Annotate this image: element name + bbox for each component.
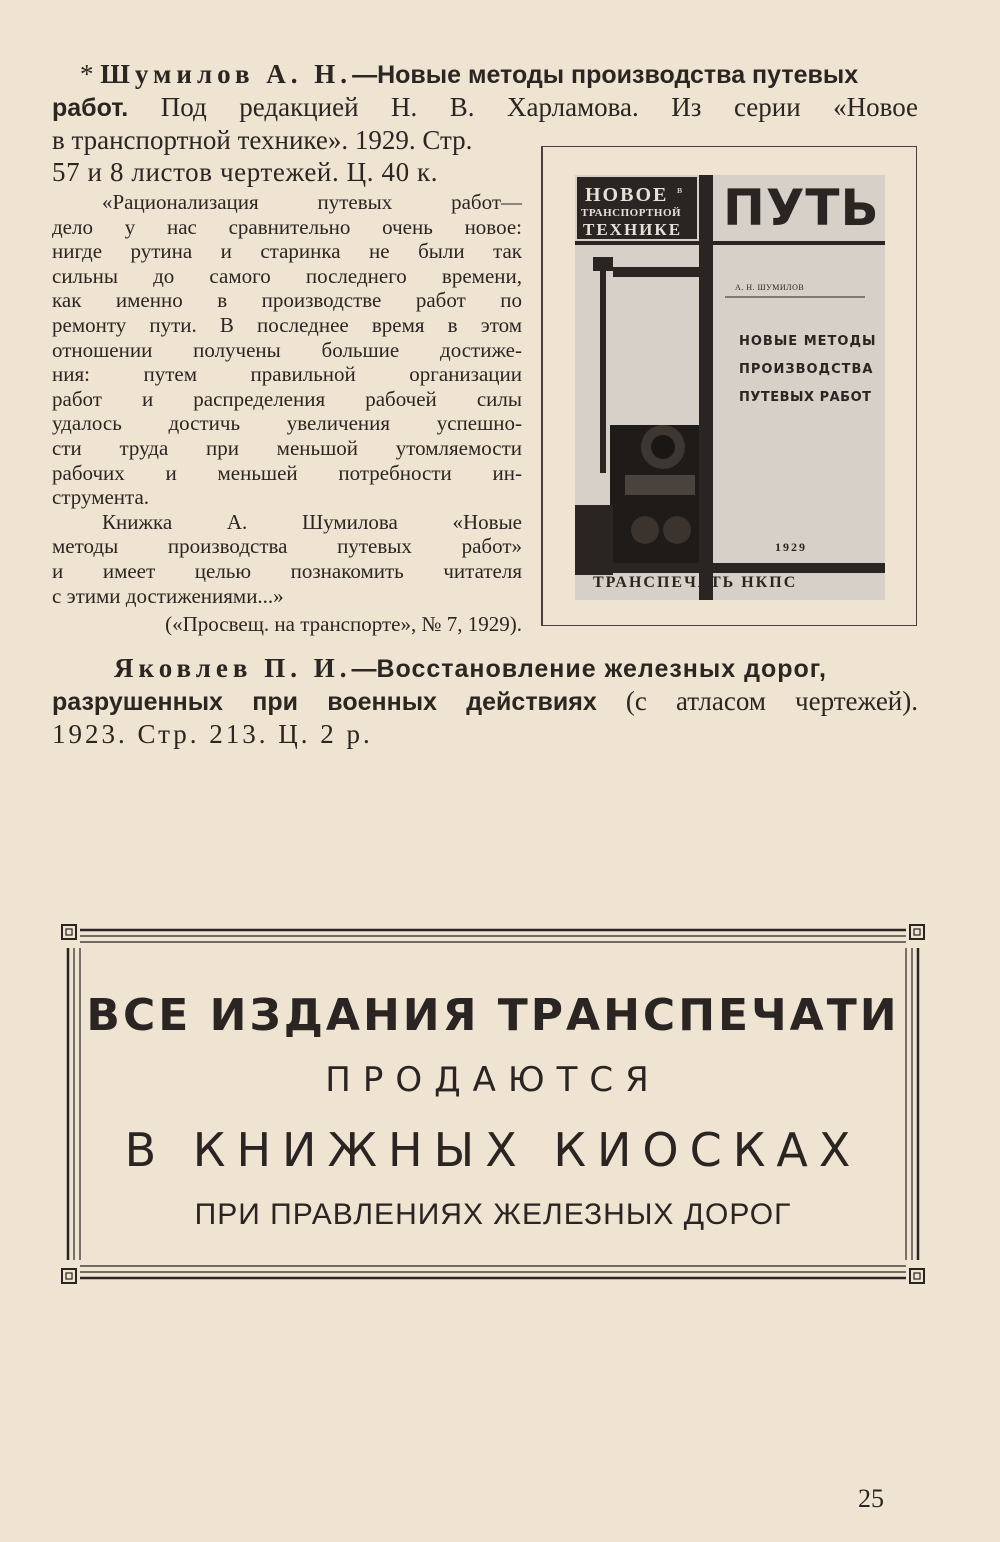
cover-series-2: ТРАНСПОРТНОЙ xyxy=(581,207,682,219)
review-quote xyxy=(52,190,522,637)
cover-title-3: ПУТЕВЫХ РАБОТ xyxy=(739,390,872,405)
cover-series-small: в xyxy=(677,184,683,196)
entry-title-cont: работ. xyxy=(52,94,129,122)
quote-line: сти труда при меньшой утомляемости xyxy=(52,435,522,460)
cover-year: 1929 xyxy=(775,540,807,554)
entry-author: Яковлев П. И. xyxy=(114,653,352,683)
ad-railways: ПРИ ПРАВЛЕНИЯХ ЖЕЛЕЗНЫХ ДОРОГ xyxy=(194,1198,792,1231)
quote-line: отношении получены большие достиже- xyxy=(52,337,522,362)
page-number: 25 xyxy=(858,1484,884,1513)
entry-pages-price: 57 и 8 листов чертежей. Ц. 40 к. xyxy=(52,157,439,187)
entry-pages-price: 1923. Стр. 213. Ц. 2 р. xyxy=(52,719,373,749)
cover-author: А. Н. ШУМИЛОВ xyxy=(735,283,805,292)
quote-line: «Рационализация путевых работ— xyxy=(102,190,522,214)
cover-series-3: ТЕХНИКЕ xyxy=(583,220,683,239)
quote-line: методы производства путевых работ» xyxy=(52,534,522,559)
ad-kiosks: В КНИЖНЫХ КИОСКАХ xyxy=(124,1123,862,1177)
quote-line: дело у нас сравнительно очень новое: xyxy=(52,214,522,239)
entry-editor: Под редакцией Н. В. Харламова. Из серии «Новое xyxy=(160,92,919,122)
quote-source: («Просвещ. на транспорте», № 7, 1929). xyxy=(165,612,522,637)
cover-big-word: ПУТЬ xyxy=(723,179,880,237)
cover-publisher: ТРАНСПЕЧАТЬ НКПС xyxy=(593,574,798,591)
quote-line: рабочих и меньшей потребности ин- xyxy=(52,460,522,485)
ad-border xyxy=(58,918,928,1290)
entry-dash: — xyxy=(351,655,377,683)
quote-line: струмента. xyxy=(52,485,150,510)
entry-title-cont: разрушенных при военных действиях xyxy=(52,688,597,716)
entry-title: Восстановление железных дорог, xyxy=(376,655,827,683)
entry-title: Новые методы производства путевых xyxy=(377,61,859,89)
cover-series-1: НОВОЕ xyxy=(585,184,669,206)
quote-line: Книжка А. Шумилова «Новые xyxy=(102,509,522,534)
quote-line: нигде рутина и старинка не были так xyxy=(52,239,522,264)
quote-line: работ и распределения рабочей силы xyxy=(52,386,522,411)
entry-star: * xyxy=(80,59,94,89)
quote-line: как именно в производстве работ по xyxy=(52,288,522,313)
quote-line: ремонту пути. В последнее время в этом xyxy=(52,312,522,337)
ad-headline: ВСЕ ИЗДАНИЯ ТРАНСПЕЧАТИ xyxy=(86,990,900,1041)
cover-title-1: НОВЫЕ МЕТОДЫ xyxy=(739,334,877,349)
quote-line: удалось достичь увеличения успешно- xyxy=(52,411,522,436)
cover-title-2: ПРОИЗВОДСТВА xyxy=(739,362,874,377)
ad-sold: ПРОДАЮТСЯ xyxy=(325,1060,661,1100)
quote-line: с этими достижениями...» xyxy=(52,583,284,608)
quote-line: ния: путем правильной организации xyxy=(52,362,522,387)
entry-note: (с атласом чертежей). xyxy=(625,686,918,716)
entry-author: Шумилов А. Н. xyxy=(100,59,353,89)
quote-line: сильны до самого последнего времени, xyxy=(52,263,522,288)
book-cover-image xyxy=(575,175,885,600)
entry-dash: — xyxy=(352,61,378,89)
quote-line: и имеет целью познакомить читателя xyxy=(52,558,522,583)
advertisement-box xyxy=(58,918,928,1290)
entry-series: в транспортной технике». 1929. Стр. xyxy=(52,125,473,155)
entry-yakovlev xyxy=(52,652,918,750)
